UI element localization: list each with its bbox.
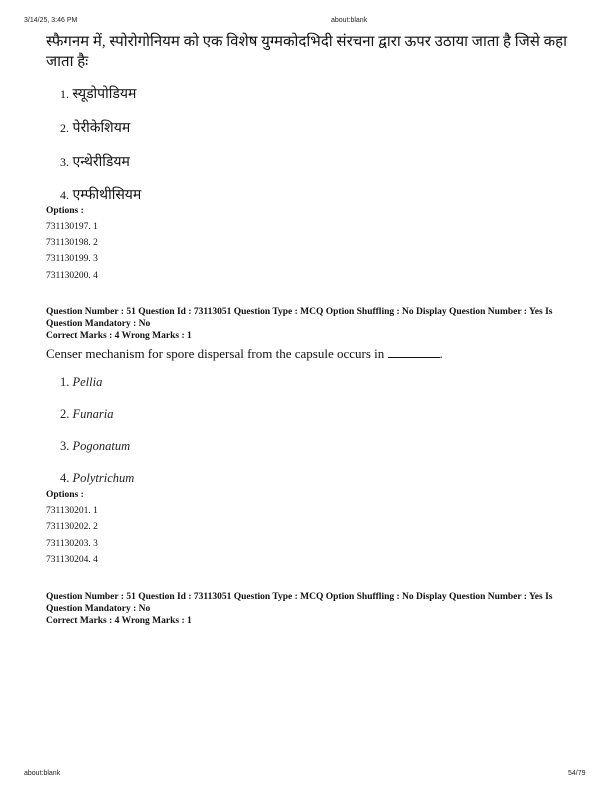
q51-option-id-2: 731130202. 2 bbox=[46, 522, 98, 532]
q50-option-2 bbox=[60, 118, 130, 137]
q51-meta-line1: Question Number : 51 Question Id : 73113051 Question Type : MCQ Option Shuffling : No Display Question Number : Yes Is Question Mandatory : No bbox=[46, 307, 553, 329]
option-number: 1. bbox=[60, 375, 70, 389]
q51-option-1 bbox=[60, 375, 102, 390]
q51-option-id-3: 731130203. 3 bbox=[46, 539, 98, 549]
q51-option-id-4: 731130204. 4 bbox=[46, 555, 98, 565]
q51-option-3 bbox=[60, 439, 130, 454]
q50-option-1 bbox=[60, 84, 136, 103]
option-text: स्यूडोपोडियम bbox=[72, 87, 137, 102]
q51-option-4 bbox=[60, 471, 134, 486]
q51-options-label: Options : bbox=[46, 490, 84, 500]
option-text: पेरीकेशियम bbox=[72, 121, 131, 136]
q50-options-label: Options : bbox=[46, 206, 84, 216]
q51-hindi-meta-line1: Question Number : 51 Question Id : 73113051 Question Type : MCQ Option Shuffling : No Display Question Number : Yes Is Question Mandatory : No bbox=[46, 592, 553, 614]
q50-option-4 bbox=[60, 185, 141, 204]
page-number: 54/79 bbox=[568, 770, 586, 777]
option-text: Pogonatum bbox=[72, 439, 131, 453]
print-url: about:blank bbox=[331, 17, 368, 24]
option-text: एम्फीथीसियम bbox=[72, 188, 142, 203]
option-text: Pellia bbox=[72, 375, 103, 389]
option-number: 4. bbox=[60, 188, 69, 202]
question-51-prefix: Censer mechanism for spore dispersal from the capsule occurs in bbox=[46, 346, 385, 361]
q50-option-id-1: 731130197. 1 bbox=[46, 222, 98, 232]
q51-meta bbox=[46, 306, 576, 342]
answer-blank bbox=[388, 346, 440, 358]
q51-hindi-meta bbox=[46, 591, 576, 627]
option-number: 3. bbox=[60, 155, 69, 169]
q50-option-id-4: 731130200. 4 bbox=[46, 271, 98, 281]
q51-hindi-meta-line2: Correct Marks : 4 Wrong Marks : 1 bbox=[46, 616, 192, 626]
question-51-suffix: . bbox=[439, 346, 443, 361]
footer-url: about:blank bbox=[24, 770, 61, 777]
question-50-text: स्फैगनम में, स्पोरोगोनियम को एक विशेष युग्मकोदभिदी संरचना द्वारा ऊपर उठाया जाता है जिसे कहा जाता हैः bbox=[46, 34, 567, 70]
option-number: 3. bbox=[60, 439, 70, 453]
q51-meta-line2: Correct Marks : 4 Wrong Marks : 1 bbox=[46, 331, 192, 341]
q50-option-id-2: 731130198. 2 bbox=[46, 238, 98, 248]
option-text: Funaria bbox=[72, 407, 114, 421]
option-number: 2. bbox=[60, 407, 70, 421]
print-datetime: 3/14/25, 3:46 PM bbox=[24, 17, 78, 24]
q50-option-3 bbox=[60, 152, 130, 171]
q51-option-id-1: 731130201. 1 bbox=[46, 506, 98, 516]
question-51-text bbox=[46, 346, 443, 362]
option-number: 4. bbox=[60, 471, 70, 485]
option-text: एन्थेरीडियम bbox=[72, 155, 130, 170]
option-number: 2. bbox=[60, 121, 69, 135]
option-text: Polytrichum bbox=[72, 471, 135, 485]
option-number: 1. bbox=[60, 87, 69, 101]
q50-option-id-3: 731130199. 3 bbox=[46, 254, 98, 264]
q51-option-2 bbox=[60, 407, 113, 422]
